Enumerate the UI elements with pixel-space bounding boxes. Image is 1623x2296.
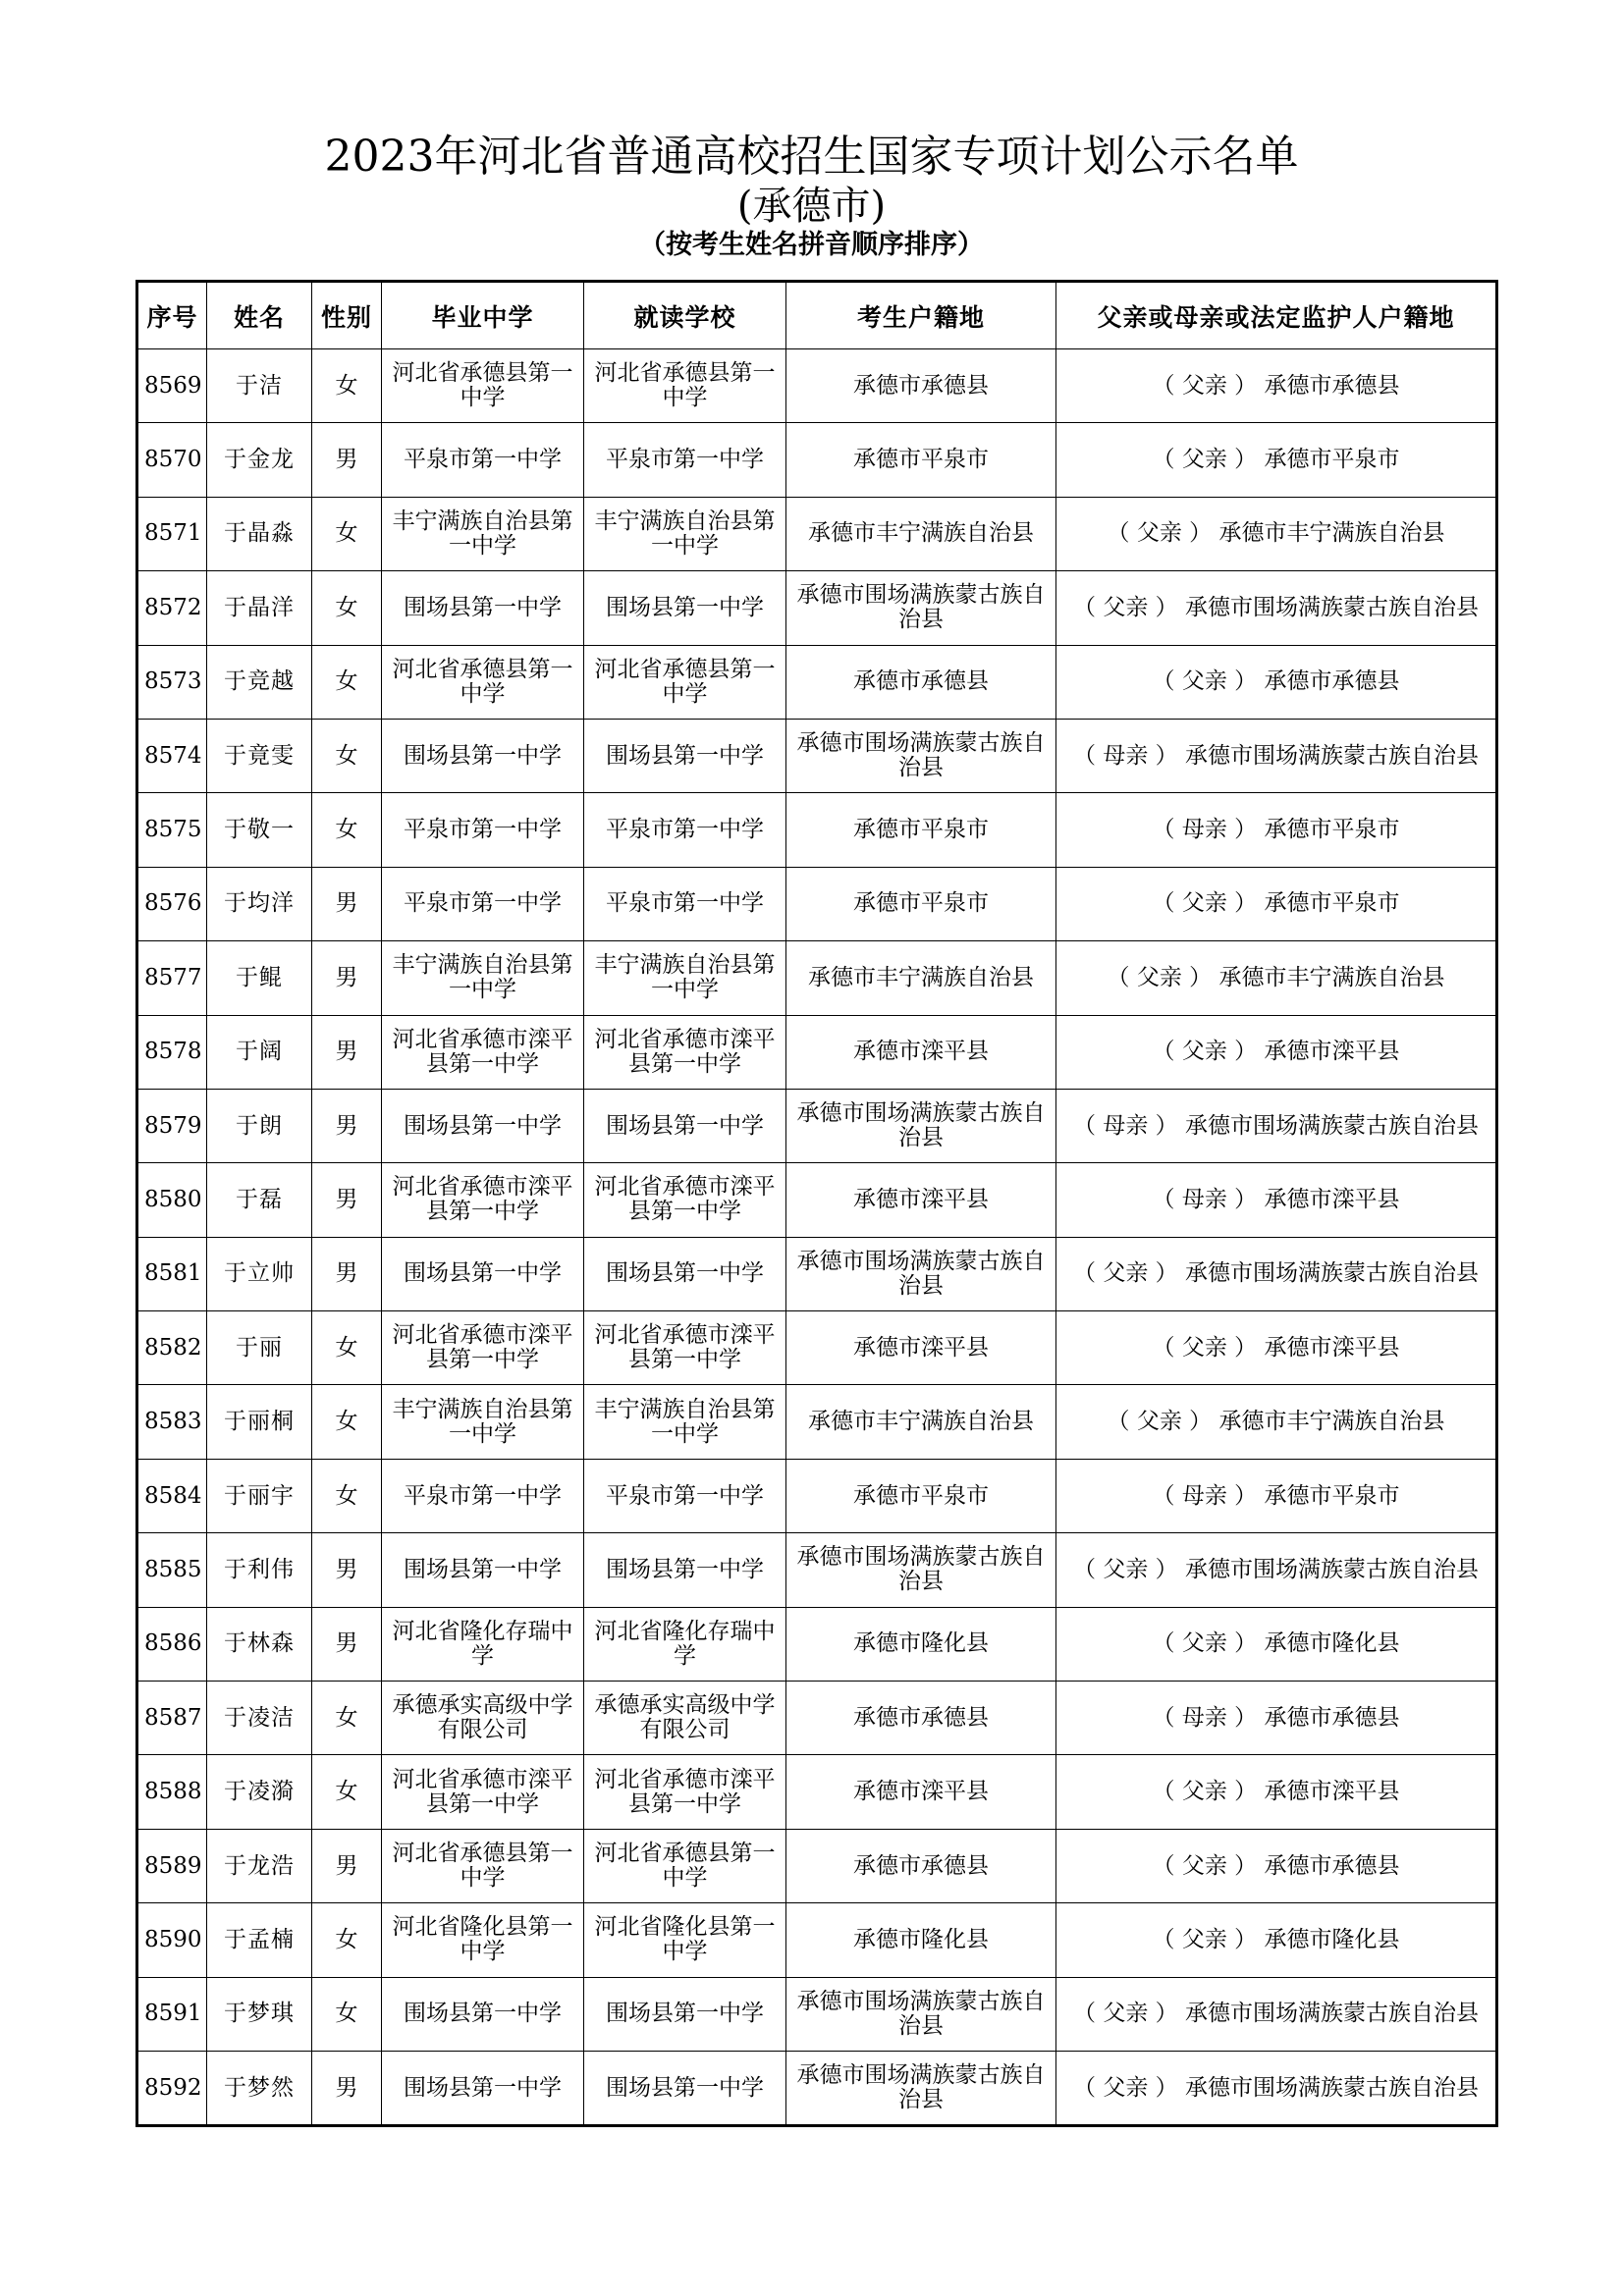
- page-subtitle-city: (承德市): [736, 184, 887, 229]
- cell-student-domicile: 承德市围场满族蒙古族自治县: [786, 1977, 1056, 2051]
- cell-student-domicile: 承德市围场满族蒙古族自治县: [786, 1237, 1056, 1310]
- column-header-guardian-domicile: 父亲或母亲或法定监护人户籍地: [1056, 282, 1497, 349]
- cell-name: 于晶洋: [207, 571, 312, 645]
- cell-student-domicile: 承德市承德县: [786, 1829, 1056, 1902]
- cell-name: 于晶淼: [207, 497, 312, 570]
- cell-name: 于鲲: [207, 941, 312, 1015]
- table-row: [137, 1459, 1497, 1532]
- cell-graduation-school: 河北省隆化存瑞中学: [382, 1607, 584, 1681]
- cell-guardian-domicile: （ 母亲 ） 承德市围场满族蒙古族自治县: [1056, 1089, 1497, 1162]
- cell-student-domicile: 承德市围场满族蒙古族自治县: [786, 719, 1056, 792]
- cell-guardian-domicile: （ 母亲 ） 承德市平泉市: [1056, 1459, 1497, 1532]
- column-header-domicile: 考生户籍地: [786, 282, 1056, 349]
- table-row: [137, 1607, 1497, 1681]
- cell-number: 8582: [137, 1311, 207, 1385]
- cell-name: 于均洋: [207, 867, 312, 940]
- roster-table: [135, 280, 1498, 2127]
- cell-current-school: 河北省隆化存瑞中学: [584, 1607, 786, 1681]
- cell-number: 8579: [137, 1089, 207, 1162]
- cell-current-school: 围场县第一中学: [584, 571, 786, 645]
- table-row: [137, 1311, 1497, 1385]
- cell-number: 8570: [137, 423, 207, 497]
- cell-guardian-domicile: （ 母亲 ） 承德市承德县: [1056, 1682, 1497, 1755]
- cell-name: 于洁: [207, 349, 312, 423]
- cell-graduation-school: 平泉市第一中学: [382, 423, 584, 497]
- table-row: [137, 719, 1497, 792]
- cell-student-domicile: 承德市丰宁满族自治县: [786, 941, 1056, 1015]
- cell-name: 于利伟: [207, 1533, 312, 1607]
- table-row: [137, 1977, 1497, 2051]
- cell-guardian-domicile: （ 母亲 ） 承德市滦平县: [1056, 1163, 1497, 1237]
- cell-gender: 男: [312, 1089, 382, 1162]
- cell-current-school: 河北省承德县第一中学: [584, 1829, 786, 1902]
- cell-graduation-school: 河北省承德市滦平县第一中学: [382, 1015, 584, 1089]
- cell-guardian-domicile: （ 父亲 ） 承德市丰宁满族自治县: [1056, 1385, 1497, 1459]
- cell-graduation-school: 围场县第一中学: [382, 719, 584, 792]
- cell-number: 8587: [137, 1682, 207, 1755]
- cell-current-school: 围场县第一中学: [584, 1237, 786, 1310]
- cell-gender: 女: [312, 1682, 382, 1755]
- table-row: [137, 1015, 1497, 1089]
- cell-guardian-domicile: （ 父亲 ） 承德市围场满族蒙古族自治县: [1056, 571, 1497, 645]
- cell-student-domicile: 承德市平泉市: [786, 867, 1056, 940]
- cell-number: 8590: [137, 1903, 207, 1977]
- table-row: [137, 1829, 1497, 1902]
- cell-gender: 女: [312, 1977, 382, 2051]
- cell-guardian-domicile: （ 母亲 ） 承德市平泉市: [1056, 793, 1497, 867]
- cell-gender: 男: [312, 1829, 382, 1902]
- cell-gender: 男: [312, 1237, 382, 1310]
- cell-name: 于凌洁: [207, 1682, 312, 1755]
- cell-guardian-domicile: （ 父亲 ） 承德市丰宁满族自治县: [1056, 941, 1497, 1015]
- cell-current-school: 河北省承德县第一中学: [584, 349, 786, 423]
- table-row: [137, 497, 1497, 570]
- cell-current-school: 河北省隆化县第一中学: [584, 1903, 786, 1977]
- cell-gender: 男: [312, 2051, 382, 2125]
- cell-current-school: 围场县第一中学: [584, 1089, 786, 1162]
- cell-gender: 女: [312, 571, 382, 645]
- cell-name: 于丽宇: [207, 1459, 312, 1532]
- header-row: [137, 282, 1497, 349]
- cell-name: 于阔: [207, 1015, 312, 1089]
- cell-name: 于孟楠: [207, 1903, 312, 1977]
- cell-current-school: 河北省承德市滦平县第一中学: [584, 1163, 786, 1237]
- cell-number: 8577: [137, 941, 207, 1015]
- cell-student-domicile: 承德市承德县: [786, 1682, 1056, 1755]
- table-row: [137, 1237, 1497, 1310]
- cell-student-domicile: 承德市承德县: [786, 645, 1056, 719]
- cell-student-domicile: 承德市滦平县: [786, 1015, 1056, 1089]
- cell-current-school: 承德承实高级中学有限公司: [584, 1682, 786, 1755]
- cell-student-domicile: 承德市围场满族蒙古族自治县: [786, 2051, 1056, 2125]
- cell-student-domicile: 承德市平泉市: [786, 793, 1056, 867]
- cell-graduation-school: 平泉市第一中学: [382, 867, 584, 940]
- cell-current-school: 围场县第一中学: [584, 1977, 786, 2051]
- column-header-grad-school: 毕业中学: [382, 282, 584, 349]
- cell-student-domicile: 承德市平泉市: [786, 1459, 1056, 1532]
- cell-student-domicile: 承德市承德县: [786, 349, 1056, 423]
- cell-student-domicile: 承德市围场满族蒙古族自治县: [786, 1089, 1056, 1162]
- table-row: [137, 2051, 1497, 2125]
- cell-number: 8589: [137, 1829, 207, 1902]
- cell-current-school: 河北省承德市滦平县第一中学: [584, 1311, 786, 1385]
- cell-guardian-domicile: （ 父亲 ） 承德市承德县: [1056, 1829, 1497, 1902]
- cell-number: 8585: [137, 1533, 207, 1607]
- cell-number: 8592: [137, 2051, 207, 2125]
- cell-guardian-domicile: （ 父亲 ） 承德市滦平县: [1056, 1755, 1497, 1829]
- cell-guardian-domicile: （ 父亲 ） 承德市滦平县: [1056, 1311, 1497, 1385]
- cell-graduation-school: 丰宁满族自治县第一中学: [382, 497, 584, 570]
- cell-gender: 男: [312, 1163, 382, 1237]
- cell-name: 于龙浩: [207, 1829, 312, 1902]
- cell-graduation-school: 丰宁满族自治县第一中学: [382, 941, 584, 1015]
- cell-current-school: 河北省承德市滦平县第一中学: [584, 1015, 786, 1089]
- cell-guardian-domicile: （ 父亲 ） 承德市平泉市: [1056, 867, 1497, 940]
- cell-number: 8581: [137, 1237, 207, 1310]
- table-body: [137, 349, 1497, 2126]
- cell-gender: 女: [312, 719, 382, 792]
- cell-student-domicile: 承德市隆化县: [786, 1607, 1056, 1681]
- table-row: [137, 1163, 1497, 1237]
- cell-student-domicile: 承德市滦平县: [786, 1311, 1056, 1385]
- cell-gender: 男: [312, 1533, 382, 1607]
- column-header-gender: 性别: [312, 282, 382, 349]
- cell-graduation-school: 围场县第一中学: [382, 2051, 584, 2125]
- cell-student-domicile: 承德市丰宁满族自治县: [786, 1385, 1056, 1459]
- cell-number: 8584: [137, 1459, 207, 1532]
- cell-gender: 女: [312, 497, 382, 570]
- cell-number: 8574: [137, 719, 207, 792]
- table-row: [137, 1755, 1497, 1829]
- cell-guardian-domicile: （ 父亲 ） 承德市隆化县: [1056, 1607, 1497, 1681]
- cell-name: 于敬一: [207, 793, 312, 867]
- cell-number: 8586: [137, 1607, 207, 1681]
- cell-gender: 女: [312, 793, 382, 867]
- column-header-no: 序号: [137, 282, 207, 349]
- cell-graduation-school: 河北省承德县第一中学: [382, 349, 584, 423]
- cell-gender: 女: [312, 1385, 382, 1459]
- cell-student-domicile: 承德市滦平县: [786, 1163, 1056, 1237]
- cell-guardian-domicile: （ 父亲 ） 承德市围场满族蒙古族自治县: [1056, 2051, 1497, 2125]
- cell-guardian-domicile: （ 母亲 ） 承德市围场满族蒙古族自治县: [1056, 719, 1497, 792]
- cell-gender: 女: [312, 349, 382, 423]
- table-row: [137, 423, 1497, 497]
- cell-name: 于丽: [207, 1311, 312, 1385]
- cell-name: 于朗: [207, 1089, 312, 1162]
- cell-gender: 女: [312, 1755, 382, 1829]
- table-row: [137, 1089, 1497, 1162]
- sort-order-note: （按考生姓名拼音顺序排序）: [639, 230, 984, 260]
- cell-gender: 女: [312, 1459, 382, 1532]
- table-row: [137, 645, 1497, 719]
- cell-student-domicile: 承德市滦平县: [786, 1755, 1056, 1829]
- cell-current-school: 平泉市第一中学: [584, 793, 786, 867]
- cell-guardian-domicile: （ 父亲 ） 承德市围场满族蒙古族自治县: [1056, 1533, 1497, 1607]
- column-header-study-school: 就读学校: [584, 282, 786, 349]
- cell-graduation-school: 河北省承德市滦平县第一中学: [382, 1311, 584, 1385]
- cell-name: 于梦然: [207, 2051, 312, 2125]
- cell-graduation-school: 围场县第一中学: [382, 1237, 584, 1310]
- cell-guardian-domicile: （ 父亲 ） 承德市平泉市: [1056, 423, 1497, 497]
- cell-current-school: 平泉市第一中学: [584, 1459, 786, 1532]
- cell-guardian-domicile: （ 父亲 ） 承德市围场满族蒙古族自治县: [1056, 1977, 1497, 2051]
- cell-current-school: 河北省承德市滦平县第一中学: [584, 1755, 786, 1829]
- table-row: [137, 349, 1497, 423]
- cell-gender: 男: [312, 1015, 382, 1089]
- cell-student-domicile: 承德市隆化县: [786, 1903, 1056, 1977]
- cell-gender: 女: [312, 1311, 382, 1385]
- cell-number: 8588: [137, 1755, 207, 1829]
- cell-graduation-school: 围场县第一中学: [382, 1089, 584, 1162]
- cell-graduation-school: 河北省承德县第一中学: [382, 645, 584, 719]
- cell-gender: 女: [312, 645, 382, 719]
- table-row: [137, 867, 1497, 940]
- cell-graduation-school: 围场县第一中学: [382, 1533, 584, 1607]
- cell-guardian-domicile: （ 父亲 ） 承德市隆化县: [1056, 1903, 1497, 1977]
- column-header-name: 姓名: [207, 282, 312, 349]
- cell-name: 于林森: [207, 1607, 312, 1681]
- cell-guardian-domicile: （ 父亲 ） 承德市围场满族蒙古族自治县: [1056, 1237, 1497, 1310]
- cell-current-school: 围场县第一中学: [584, 1533, 786, 1607]
- cell-graduation-school: 围场县第一中学: [382, 1977, 584, 2051]
- cell-guardian-domicile: （ 父亲 ） 承德市承德县: [1056, 349, 1497, 423]
- cell-current-school: 丰宁满族自治县第一中学: [584, 1385, 786, 1459]
- cell-name: 于丽桐: [207, 1385, 312, 1459]
- cell-graduation-school: 河北省承德市滦平县第一中学: [382, 1755, 584, 1829]
- cell-gender: 女: [312, 1903, 382, 1977]
- cell-current-school: 平泉市第一中学: [584, 867, 786, 940]
- cell-student-domicile: 承德市围场满族蒙古族自治县: [786, 571, 1056, 645]
- cell-name: 于竟雯: [207, 719, 312, 792]
- table-row: [137, 1385, 1497, 1459]
- cell-student-domicile: 承德市丰宁满族自治县: [786, 497, 1056, 570]
- table-row: [137, 793, 1497, 867]
- cell-number: 8580: [137, 1163, 207, 1237]
- cell-gender: 男: [312, 423, 382, 497]
- cell-graduation-school: 围场县第一中学: [382, 571, 584, 645]
- cell-number: 8591: [137, 1977, 207, 2051]
- cell-guardian-domicile: （ 父亲 ） 承德市丰宁满族自治县: [1056, 497, 1497, 570]
- cell-graduation-school: 河北省隆化县第一中学: [382, 1903, 584, 1977]
- cell-current-school: 围场县第一中学: [584, 2051, 786, 2125]
- cell-name: 于梦琪: [207, 1977, 312, 2051]
- cell-student-domicile: 承德市平泉市: [786, 423, 1056, 497]
- cell-current-school: 丰宁满族自治县第一中学: [584, 941, 786, 1015]
- cell-current-school: 平泉市第一中学: [584, 423, 786, 497]
- cell-gender: 男: [312, 867, 382, 940]
- cell-number: 8576: [137, 867, 207, 940]
- table-header: [137, 282, 1497, 349]
- cell-current-school: 围场县第一中学: [584, 719, 786, 792]
- cell-number: 8578: [137, 1015, 207, 1089]
- cell-graduation-school: 河北省承德市滦平县第一中学: [382, 1163, 584, 1237]
- cell-student-domicile: 承德市围场满族蒙古族自治县: [786, 1533, 1056, 1607]
- table-row: [137, 571, 1497, 645]
- cell-number: 8572: [137, 571, 207, 645]
- cell-number: 8575: [137, 793, 207, 867]
- cell-graduation-school: 承德承实高级中学有限公司: [382, 1682, 584, 1755]
- cell-name: 于金龙: [207, 423, 312, 497]
- cell-graduation-school: 平泉市第一中学: [382, 1459, 584, 1532]
- cell-graduation-school: 丰宁满族自治县第一中学: [382, 1385, 584, 1459]
- cell-current-school: 河北省承德县第一中学: [584, 645, 786, 719]
- table-row: [137, 941, 1497, 1015]
- cell-number: 8571: [137, 497, 207, 570]
- cell-graduation-school: 河北省承德县第一中学: [382, 1829, 584, 1902]
- cell-guardian-domicile: （ 父亲 ） 承德市承德县: [1056, 645, 1497, 719]
- cell-name: 于磊: [207, 1163, 312, 1237]
- table-row: [137, 1903, 1497, 1977]
- table-row: [137, 1533, 1497, 1607]
- cell-current-school: 丰宁满族自治县第一中学: [584, 497, 786, 570]
- cell-name: 于凌漪: [207, 1755, 312, 1829]
- cell-name: 于立帅: [207, 1237, 312, 1310]
- cell-gender: 男: [312, 941, 382, 1015]
- table-row: [137, 1682, 1497, 1755]
- cell-gender: 男: [312, 1607, 382, 1681]
- cell-number: 8583: [137, 1385, 207, 1459]
- cell-number: 8569: [137, 349, 207, 423]
- cell-number: 8573: [137, 645, 207, 719]
- cell-guardian-domicile: （ 父亲 ） 承德市滦平县: [1056, 1015, 1497, 1089]
- page-title: 2023年河北省普通高校招生国家专项计划公示名单: [324, 132, 1299, 182]
- cell-name: 于竞越: [207, 645, 312, 719]
- cell-graduation-school: 平泉市第一中学: [382, 793, 584, 867]
